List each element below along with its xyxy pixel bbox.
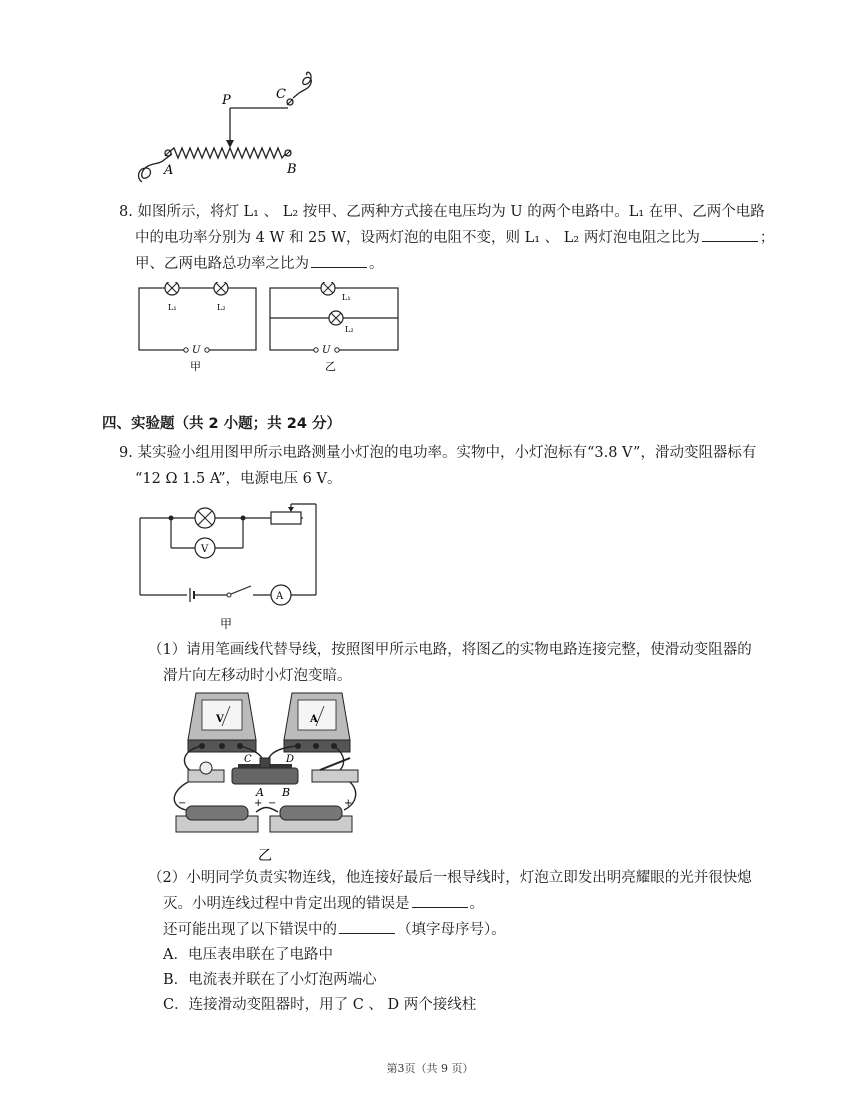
terminal-d: D: [286, 754, 295, 765]
section-heading: 四、实验题（共 2 小题；共 24 分）: [102, 416, 341, 432]
answer-blank: [702, 227, 758, 242]
q9-part2-line3-text: 还可能出现了以下错误中的: [163, 922, 337, 938]
option-c: C．连接滑动变阻器时，用了 C 、 D 两个接线柱: [163, 997, 477, 1013]
q9-apparatus-figure: [160, 688, 365, 866]
q8-circuit-parallel: [268, 282, 403, 377]
label-b: B: [287, 162, 297, 177]
voltmeter-label: V: [201, 544, 209, 555]
battery-plus: +: [254, 798, 263, 809]
q9-part1-line2: 滑片向左移动时小灯泡变暗。: [163, 668, 352, 684]
answer-blank: [311, 253, 367, 268]
q8-line3: [135, 252, 384, 277]
lamp-icon: [165, 282, 179, 295]
label-p: P: [222, 93, 231, 108]
q8-circuit-series: [135, 282, 260, 377]
q9-part2-line2-end: 。: [469, 896, 484, 912]
ammeter-icon: [284, 693, 350, 752]
q9-part2-line1: （2）小明同学负责实物连线，他连接好最后一根导线时，灯泡立即发出明亮耀眼的光并很快熄: [148, 870, 752, 886]
q8-line2-text: 中的电功率分别为 4 W 和 25 W，设两灯泡的电阻不变，则 L₁ 、 L₂ 两灯泡电阻之比为: [135, 230, 700, 246]
voltmeter-icon: [188, 693, 256, 752]
answer-blank: [339, 919, 395, 934]
lamp-icon: [321, 282, 335, 295]
label-c: C: [276, 87, 286, 102]
option-a: A．电压表串联在了电路中: [163, 947, 333, 963]
q9-line2: “12 Ω 1.5 A”，电源电压 6 V。: [135, 471, 342, 487]
voltage-label: U: [192, 345, 201, 356]
q8-line2: [135, 226, 774, 251]
voltmeter-label: V: [216, 714, 224, 725]
lamp-icon: [214, 282, 228, 295]
voltage-label: U: [322, 345, 331, 356]
lamp-label-l2: L₂: [345, 325, 354, 334]
terminal-b: B: [282, 786, 291, 799]
lamp-label-l2: L₂: [217, 303, 226, 312]
terminal-c: C: [244, 754, 252, 765]
figure-caption: 乙: [325, 360, 336, 373]
q8-line3-text: 甲、乙两电路总功率之比为: [135, 256, 309, 272]
label-a: A: [164, 163, 174, 178]
answer-blank: [412, 893, 468, 908]
figure-caption: 甲: [190, 360, 201, 373]
q8-line1: 8. 如图所示，将灯 L₁ 、 L₂ 按甲、乙两种方式接在电压均为 U 的两个电路中。L₁ 在甲、乙两个电路: [119, 204, 765, 220]
lamp-label-l1: L₁: [342, 293, 351, 302]
ammeter-label: A: [310, 714, 318, 725]
battery-plus: +: [344, 798, 353, 809]
rheostat-figure: [130, 70, 320, 190]
q8-line3-end: 。: [369, 256, 384, 272]
terminal-a: A: [256, 786, 264, 799]
q9-part1-line1: （1）请用笔画线代替导线，按照图甲所示电路，将图乙的实物电路连接完整，使滑动变阻器的: [148, 642, 752, 658]
q9-circuit-diagram: [135, 498, 325, 634]
q9-part2-line3: [163, 918, 506, 943]
lamp-icon: [195, 508, 215, 528]
q9-part2-line3-end: （填字母序号）。: [397, 922, 506, 938]
figure-caption: 甲: [220, 617, 233, 631]
battery-minus: −: [178, 798, 187, 809]
q9-part2-line2: [163, 892, 484, 917]
figure-caption: 乙: [258, 848, 272, 864]
q8-line2-end: ；: [759, 230, 775, 246]
q9-line1: 9. 某实验小组用图甲所示电路测量小灯泡的电功率。实物中，小灯泡标有“3.8 V”，滑动变阻器标有: [119, 445, 757, 461]
option-b: B．电流表并联在了小灯泡两端心: [163, 972, 377, 988]
page-footer: 第3页（共 9 页）: [386, 1062, 474, 1075]
lamp-icon: [329, 311, 343, 325]
lamp-label-l1: L₁: [168, 303, 177, 312]
q9-part2-line2-text: 灭。小明连线过程中肯定出现的错误是: [163, 896, 410, 912]
battery-minus: −: [268, 798, 277, 809]
ammeter-label: A: [276, 591, 284, 602]
